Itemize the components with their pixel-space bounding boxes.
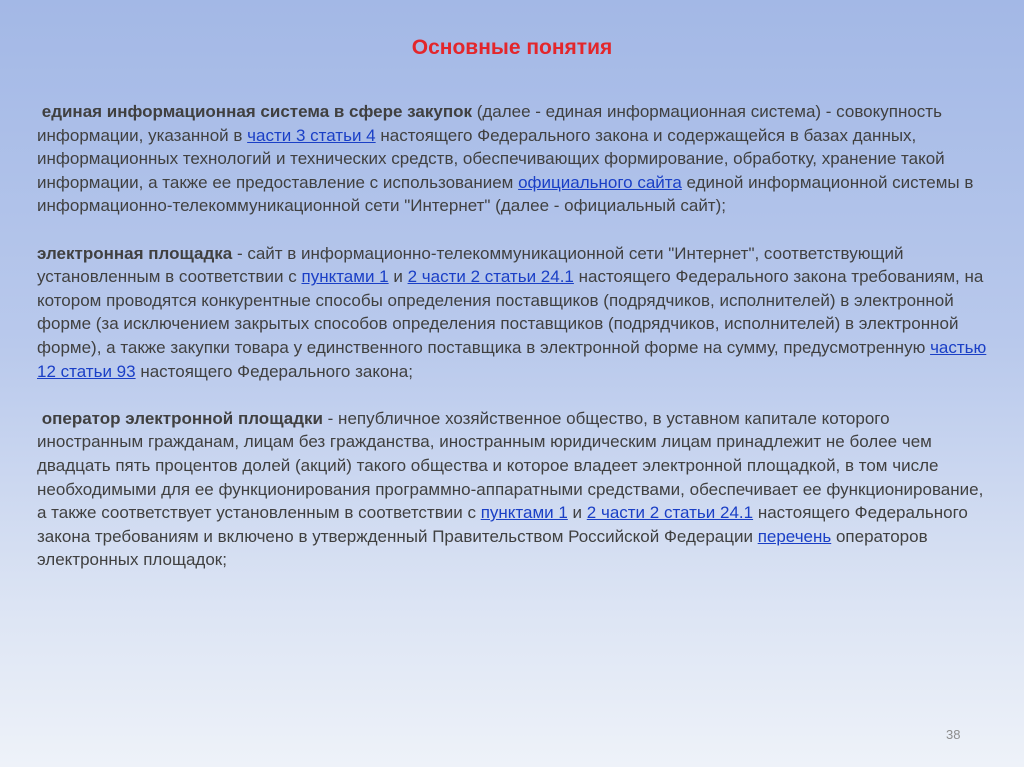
link-part2-article24-1[interactable]: 2 части 2 статьи 24.1 (586, 503, 754, 523)
page-number: 38 (946, 727, 961, 742)
definition-text: настоящего Федерального закона требованиям и включено в утвержденный Правительством Российской Федерации (37, 503, 968, 546)
definition-text: единой информационной системы в информационно-телекоммуникационной сети "Интернет" (далее - официальный сайт); (37, 172, 974, 216)
definition-text: и (567, 503, 587, 523)
link-part12-article93[interactable]: частью 12 статьи 93 (37, 337, 987, 381)
definition-text: - непубличное хозяйственное общество, в уставном капитале которого иностранным гражданам, лицам без гражданства, иностранным юридическим лицам принадлежит не более чем двадцать пять процентов долей (акций) такого общества и которое владеет электронной площадкой, в том числе необходимыми для ее функционирования программно-аппаратными средствами, обеспечивает ее функционирование, а также соответствует установленным в соответствии с (37, 408, 984, 523)
link-part2-article24-1[interactable]: 2 части 2 статьи 24.1 (407, 267, 574, 287)
definition-text: настоящего Федерального закона требованиям, на котором проводятся конкурентные способы определения поставщиков (подрядчиков, исполнителей) в электронной форме (за исключением закрытых способов определения поставщиков (подрядчиков, исполнителей) в электронной форме), а также закупки товара у единственного поставщика в электронной форме на сумму, предусмотренную (37, 267, 984, 357)
slide-title: Основные понятия (411, 36, 613, 59)
link-points-1[interactable]: пунктами 1 (480, 503, 568, 523)
link-official-site[interactable]: официального сайта (518, 172, 682, 192)
definition-paragraph-eis (37, 100, 987, 218)
definition-text: - сайт в информационно-телекоммуникационной сети "Интернет", соответствующий установленным в соответствии с (37, 243, 904, 287)
definition-text: настоящего Федерального закона и содержащейся в базах данных, информационных технологий и технических средств, обеспечивающих формирование, обработку, хранение такой информации, а также ее предоставление с использованием (37, 125, 945, 192)
definition-text: (далее - единая информационная система) - совокупность информации, указанной в (37, 102, 942, 145)
term-eis: единая информационная система в сфере закупок (41, 102, 472, 121)
link-operators-list[interactable]: перечень (757, 526, 832, 546)
link-part3-article4[interactable]: части 3 статьи 4 (247, 125, 376, 145)
definition-text: операторов электронных площадок; (37, 526, 928, 570)
definition-paragraph-platform-operator (37, 407, 987, 572)
definition-text: настоящего Федерального закона; (135, 361, 413, 381)
definition-paragraph-e-platform (37, 242, 987, 384)
term-platform-operator: оператор электронной площадки (41, 408, 323, 428)
link-points-1[interactable]: пунктами 1 (301, 267, 389, 287)
definition-text: и (388, 267, 408, 287)
term-e-platform: электронная площадка (37, 243, 233, 263)
slide-content (37, 100, 987, 595)
